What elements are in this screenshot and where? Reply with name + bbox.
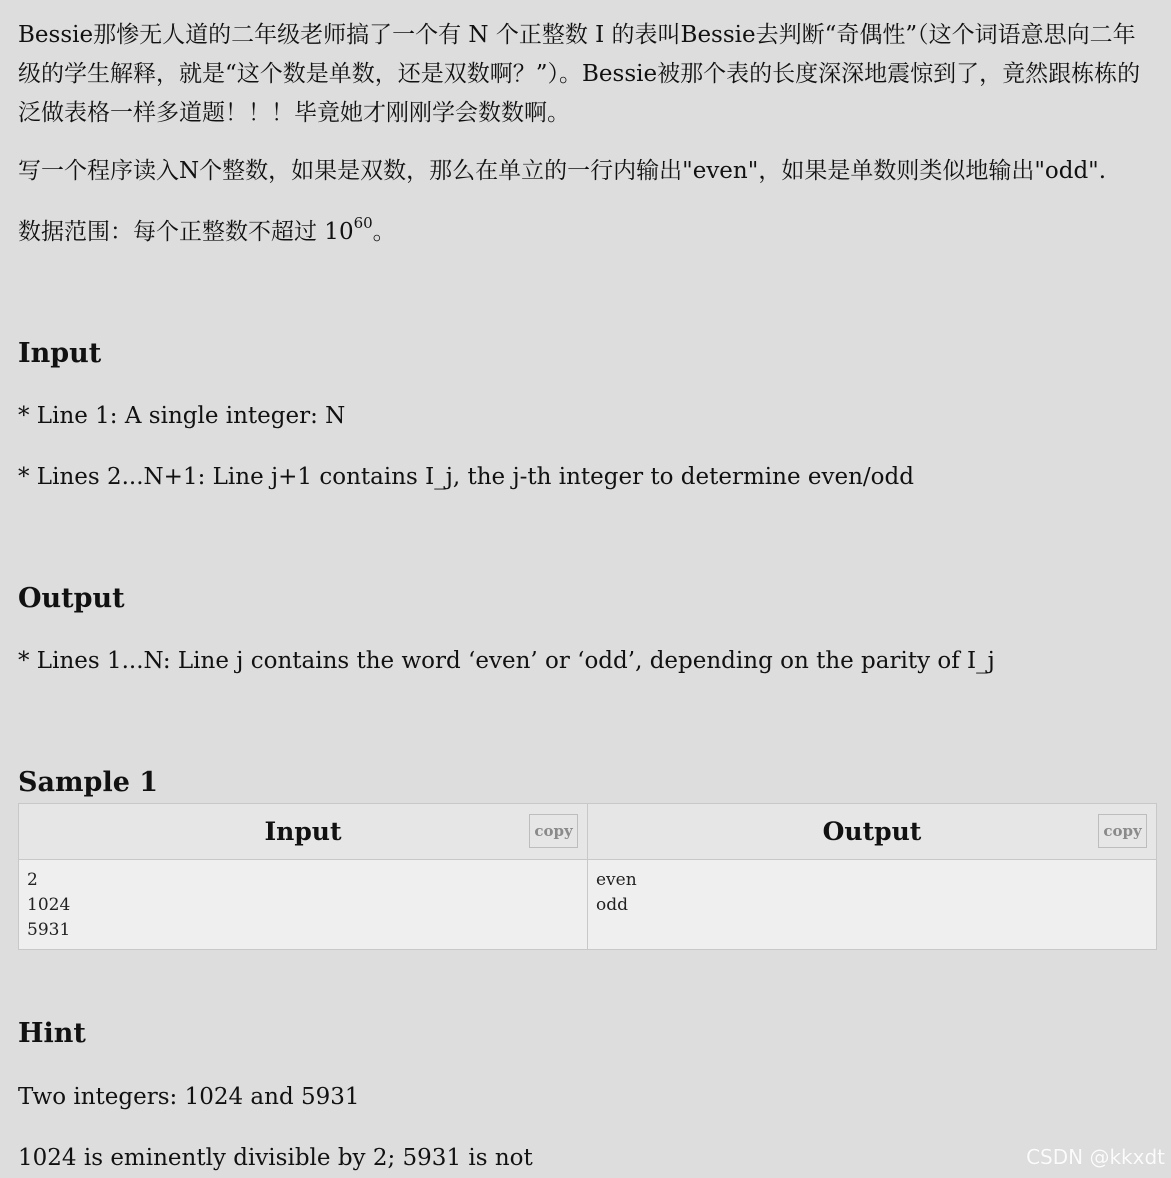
hint-heading: Hint	[18, 1018, 86, 1049]
hint-line-1: Two integers: 1024 and 5931	[18, 1084, 360, 1110]
copy-input-button[interactable]: copy	[529, 814, 578, 848]
csdn-watermark: CSDN @kkxdt	[1026, 1145, 1165, 1169]
input-line-2: * Lines 2...N+1: Line j+1 contains I_j, the j-th integer to determine even/odd	[18, 464, 914, 490]
data-range	[18, 213, 1158, 252]
sample-input-header-label: Input	[264, 817, 342, 846]
sample-output-line: odd	[596, 895, 628, 915]
sample-output-cell	[588, 860, 1157, 950]
input-heading: Input	[18, 338, 102, 369]
data-range-exponent: 60	[353, 214, 373, 232]
sample-input-line: 2	[27, 870, 38, 890]
sample-output-header-label: Output	[822, 817, 922, 846]
sample-heading: Sample 1	[18, 767, 159, 798]
data-range-prefix: 数据范围：每个正整数不超过 10	[18, 219, 354, 245]
sample-input-line: 5931	[27, 920, 71, 940]
hint-line-2: 1024 is eminently divisible by 2; 5931 is not	[18, 1145, 533, 1171]
sample-input-header	[19, 804, 588, 860]
data-range-suffix: 。	[372, 219, 396, 245]
problem-intro: Bessie那惨无人道的二年级老师搞了一个有 N 个正整数 I 的表叫Bessie去判断“奇偶性”（这个词语意思向二年级的学生解释，就是“这个数是单数，还是双数啊？”）。Bessie被那个表的长度深深地震惊到了，竟然跟栋栋的泛做表格一样多道题！！！毕竟她才刚刚学会数数啊。	[18, 22, 1141, 126]
output-line-1: * Lines 1...N: Line j contains the word ‘even’ or ‘odd’, depending on the parity of I_j	[18, 648, 995, 674]
output-heading: Output	[18, 583, 125, 614]
input-line-1: * Line 1: A single integer: N	[18, 403, 346, 429]
problem-statement	[18, 16, 1158, 1178]
sample-input-line: 1024	[27, 895, 71, 915]
sample-output-line: even	[596, 870, 637, 890]
sample-table	[18, 803, 1157, 950]
copy-output-button[interactable]: copy	[1098, 814, 1147, 848]
sample-input-cell	[19, 860, 588, 950]
problem-task: 写一个程序读入N个整数，如果是双数，那么在单立的一行内输出"even"，如果是单数则类似地输出"odd".	[18, 158, 1107, 184]
sample-output-header	[588, 804, 1157, 860]
